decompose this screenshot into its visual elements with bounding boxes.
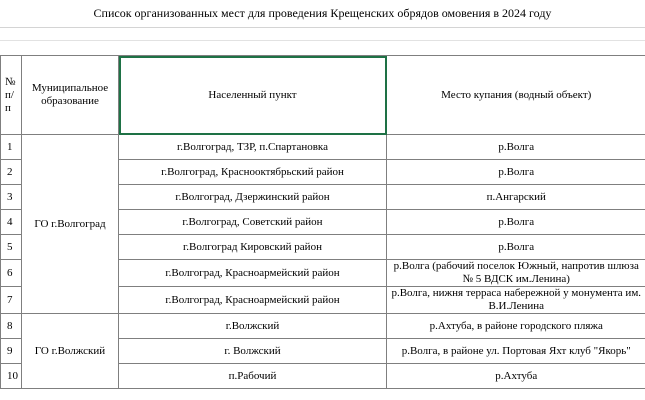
place-cell[interactable]: р.Волга (рабочий поселок Южный, напротив шлюза № 5 ВДСК им.Ленина) <box>387 260 645 287</box>
row-num[interactable]: 8 <box>1 314 22 339</box>
place-cell[interactable]: р.Волга <box>387 135 645 160</box>
table-row <box>1 135 645 160</box>
sheet-title[interactable]: Список организованных мест для проведения Крещенских обрядов омовения в 2024 году <box>0 0 645 28</box>
row-num[interactable]: 5 <box>1 235 22 260</box>
place-cell[interactable]: п.Ангарский <box>387 185 645 210</box>
row-num[interactable]: 9 <box>1 339 22 364</box>
row-num[interactable]: 7 <box>1 287 22 314</box>
settlement-cell[interactable]: г. Волжский <box>119 339 387 364</box>
table-row <box>1 314 645 339</box>
settlement-cell[interactable]: г.Волгоград, Дзержинский район <box>119 185 387 210</box>
place-cell[interactable]: р.Волга, в районе ул. Портовая Яхт клуб "Якорь" <box>387 339 645 364</box>
row-num[interactable]: 2 <box>1 160 22 185</box>
row-num[interactable]: 4 <box>1 210 22 235</box>
row-num[interactable]: 10 <box>1 364 22 389</box>
settlement-cell[interactable]: п.Рабочий <box>119 364 387 389</box>
place-cell[interactable]: р.Волга <box>387 160 645 185</box>
row-num[interactable]: 6 <box>1 260 22 287</box>
municipality-cell[interactable]: ГО г.Волжский <box>22 314 119 389</box>
place-cell[interactable]: р.Ахтуба, в районе городского пляжа <box>387 314 645 339</box>
settlement-cell[interactable]: г.Волгоград, Красноармейский район <box>119 260 387 287</box>
place-cell[interactable]: р.Волга <box>387 235 645 260</box>
settlement-cell[interactable]: г.Волгоград Кировский район <box>119 235 387 260</box>
header-place[interactable]: Место купания (водный объект) <box>387 56 645 135</box>
row-num[interactable]: 1 <box>1 135 22 160</box>
place-cell[interactable]: р.Ахтуба <box>387 364 645 389</box>
place-cell[interactable]: р.Волга <box>387 210 645 235</box>
places-table <box>0 55 645 389</box>
table-header-row <box>1 56 645 135</box>
header-settlement[interactable]: Населенный пункт <box>119 56 387 135</box>
header-num[interactable]: № п/п <box>1 56 22 135</box>
header-municipality[interactable]: Муниципальное образование <box>22 56 119 135</box>
place-cell[interactable]: р.Волга, нижня терраса набережной у монумента им. В.И.Ленина <box>387 287 645 314</box>
settlement-cell[interactable]: г.Волгоград, Красноармейский район <box>119 287 387 314</box>
settlement-cell[interactable]: г.Волгоград, Советский район <box>119 210 387 235</box>
settlement-cell[interactable]: г.Волгоград, Краснооктябрьский район <box>119 160 387 185</box>
empty-grid-rows <box>0 27 645 55</box>
settlement-cell[interactable]: г.Волжский <box>119 314 387 339</box>
row-num[interactable]: 3 <box>1 185 22 210</box>
settlement-cell[interactable]: г.Волгоград, ТЗР, п.Спартановка <box>119 135 387 160</box>
municipality-cell[interactable]: ГО г.Волгоград <box>22 135 119 314</box>
